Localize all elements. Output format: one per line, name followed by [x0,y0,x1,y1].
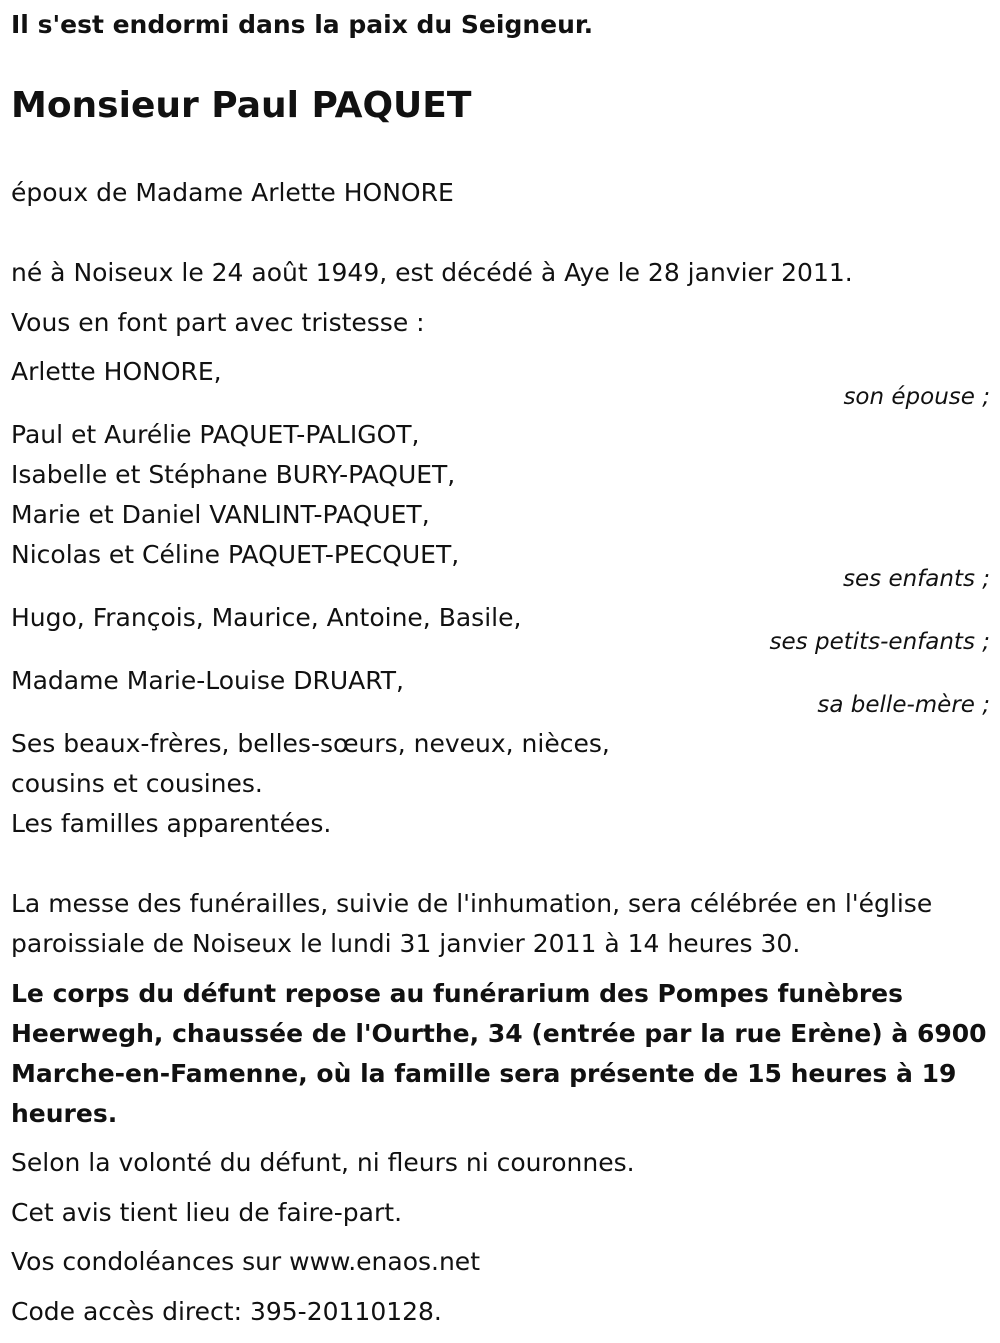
spouse-role: son épouse ; [843,384,990,410]
condolences-line: Vos condoléances sur www.enaos.net [11,1247,480,1276]
children-role: ses enfants ; [843,566,990,592]
child-line: Nicolas et Céline PAQUET-PECQUET, [11,540,460,569]
funeral-line: La messe des funérailles, suivie de l'inhumation, sera célébrée en l'église [11,889,933,918]
access-code-line: Code accès direct: 395-20110128. [11,1297,442,1326]
child-line: Paul et Aurélie PAQUET-PALIGOT, [11,420,420,449]
spouse-name: Arlette HONORE, [11,357,222,386]
spouse-line: époux de Madame Arlette HONORE [11,178,454,207]
rest-line: Heerwegh, chaussée de l'Ourthe, 34 (entrée par la rue Erène) à 6900 [11,1019,987,1048]
other-relatives-line: cousins et cousines. [11,769,263,798]
mother-in-law-line: Madame Marie-Louise DRUART, [11,666,404,695]
other-relatives-line: Les familles apparentées. [11,809,332,838]
rest-line: heures. [11,1099,118,1128]
funeral-line: paroissiale de Noiseux le lundi 31 janvier 2011 à 14 heures 30. [11,929,801,958]
announce-line: Vous en font part avec tristesse : [11,308,425,337]
rest-line: Marche-en-Famenne, où la famille sera présente de 15 heures à 19 [11,1059,957,1088]
child-line: Marie et Daniel VANLINT-PAQUET, [11,500,430,529]
rest-line: Le corps du défunt repose au funérarium des Pompes funèbres [11,979,904,1008]
wishes-line: Selon la volonté du défunt, ni fleurs ni couronnes. [11,1148,635,1177]
mother-in-law-role: sa belle-mère ; [817,692,990,718]
deceased-name: Monsieur Paul PAQUET [11,85,472,126]
grandchildren-line: Hugo, François, Maurice, Antoine, Basile, [11,603,522,632]
grandchildren-role: ses petits-enfants ; [769,629,990,655]
other-relatives-line: Ses beaux-frères, belles-sœurs, neveux, nièces, [11,729,610,758]
child-line: Isabelle et Stéphane BURY-PAQUET, [11,460,456,489]
birth-death-line: né à Noiseux le 24 août 1949, est décédé à Aye le 28 janvier 2011. [11,258,853,287]
intro-line: Il s'est endormi dans la paix du Seigneur. [11,10,594,39]
faire-part-line: Cet avis tient lieu de faire-part. [11,1198,403,1227]
